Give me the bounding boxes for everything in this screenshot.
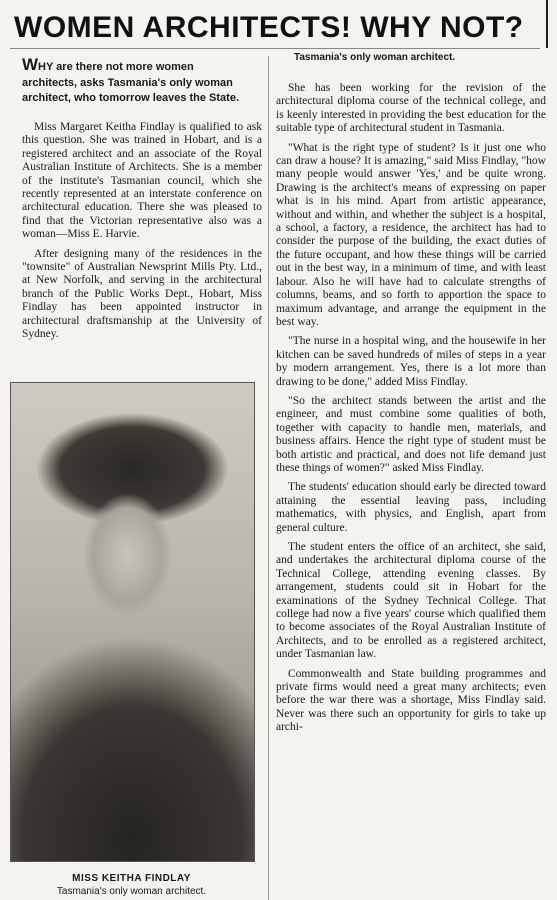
paragraph: The student enters the office of an architect, she said, and undertakes the architectural diploma course of the Technical College, attending evening classes. By arrangement, students could sit in Hobart for the examinations of the Sydney Technical College. That college had now a five years' course which qualified them to become associates of the Royal Australian Institute of Architects, and to be enrolled as a registered architect, under Tasmanian law.	[276, 541, 546, 661]
headline: WOMEN ARCHITECTS! WHY NOT?	[14, 11, 524, 44]
portrait-photo	[10, 382, 255, 862]
column-rule	[546, 0, 548, 48]
paragraph: "The nurse in a hospital wing, and the housewife in her kitchen can be saved hundreds of miles of steps in a year by modern arrangement. Yes, there is a lot more than drawing to be done," added Miss Findlay.	[276, 335, 546, 388]
paragraph: The students' education should early be directed toward attaining the essential leaving pass, including mathematics, with physics, and English, apart from general culture.	[276, 481, 546, 534]
paragraph: "So the architect stands between the artist and the engineer, and must combine some qualities of both, together with capacity to handle men, materials, and business affairs. Hence the right type of student must be both artistic and practical, and does not life demand just these things of women?" asked Miss Findlay.	[276, 394, 546, 474]
subheadline: Tasmania's only woman architect.	[294, 52, 456, 63]
intro-text: HY are there not more women architects, asks Tasmania's only woman architect, who tomorrow leaves the State.	[22, 61, 240, 104]
photo-caption	[10, 872, 253, 898]
right-column	[276, 82, 546, 741]
paragraph: She has been working for the revision of the architectural diploma course of the technical college, and is keenly interested in providing the best education for the suitable type of architectural student in Tasmania.	[276, 82, 546, 135]
paragraph: After designing many of the residences in the "townsite" of Australian Newsprint Mills Pty. Ltd., at New Norfolk, and serving in the architectural branch of the Public Works Dept., Hobart, Miss Findlay has been appointed instructor in architectural draftsmanship at the University of Sydney.	[22, 247, 262, 341]
drop-cap: W	[22, 55, 39, 74]
paragraph: Commonwealth and State building programmes and private firms would need a great many architects; even before the war there was a shortage, Miss Findlay said. Never was there such an opportunity for girls to take up archi-	[276, 667, 546, 734]
paragraph: Miss Margaret Keitha Findlay is qualified to ask this question. She was trained in Hobart, and is a registered architect and an associate of the Royal Australian Institute of Architects. She is a member of the institute's Tasmanian council, which she recently represented at an interstate conference on architectural education. There she was pleased to find that the Victorian representative also was a woman—Miss E. Harvie.	[22, 121, 262, 241]
caption-name: MISS KEITHA FINDLAY	[72, 873, 191, 884]
left-column	[22, 121, 262, 348]
column-divider	[268, 56, 269, 900]
headline-rule	[10, 48, 540, 49]
caption-line: Tasmania's only woman architect.	[56, 886, 207, 897]
intro-deck	[22, 57, 248, 107]
paragraph: "What is the right type of student? Is it just one who can draw a house? It is amazing," said Miss Findlay, "how many people would answer 'Yes,' and be quite wrong. Drawing is the architect's means of expressing on paper what is in his mind. Apart from artistic appearance, without and within, and whether the subject is a hospital, a school, a factory, a residence, the architect has had to consider the purpose of the building, the exact duties of the future occupant, and how these things will be carried out in the best way, in a minimum of time, and with least labour. Also he will have had to calculate strengths of columns, beams, and so forth to apportion the space to maximum advantage, and arrange the equipment in the best way.	[276, 141, 546, 328]
